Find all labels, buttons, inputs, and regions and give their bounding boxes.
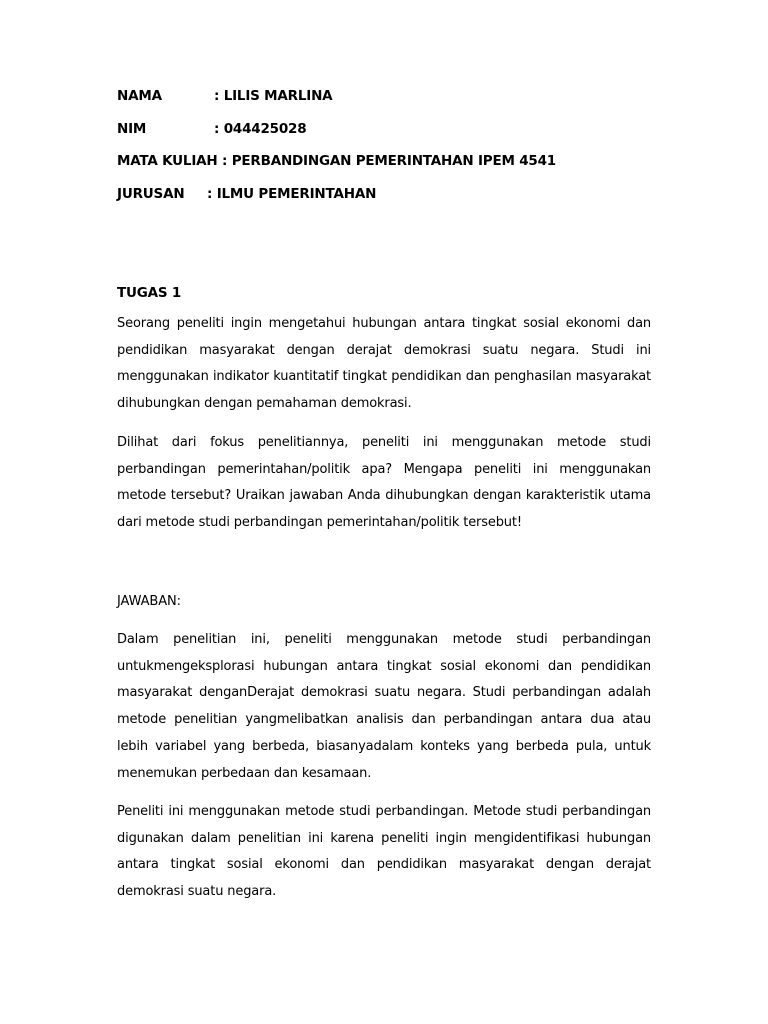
nama-value: : LILIS MARLINA (214, 88, 333, 104)
nim-value: : 044425028 (214, 121, 307, 137)
nama-label: NAMA (117, 88, 162, 104)
tugas-paragraph-1: Seorang peneliti ingin mengetahui hubungan antara tingkat sosial ekonomi dan pendidikan masyarakat dengan derajat demokrasi suatu negara. Studi ini menggunakan indikator kuantitatif tingkat pendidikan dan penghasilan masyarakat dihubungkan dengan pemahaman demokrasi. (117, 316, 651, 412)
tugas-heading: TUGAS 1 (117, 285, 182, 301)
nim-row (117, 121, 307, 137)
jawaban-paragraph-1: Dalam penelitian ini, peneliti menggunakan metode studi perbandingan untukmengeksplorasi hubungan antara tingkat sosial ekonomi dan pendidikan masyarakat denganDerajat demokrasi suatu negara. Studi perbandingan adalah metode penelitian yangmelibatkan analisis dan perbandingan antara dua atau lebih variabel yang berbeda, biasanyadalam konteks yang berbeda pula, untuk menemukan perbedaan dan kesamaan. (117, 632, 651, 781)
nama-row (117, 88, 333, 104)
jawaban-label: JAWABAN: (117, 594, 181, 609)
jurusan-label: JURUSAN (117, 186, 185, 202)
jawaban-paragraph-2: Peneliti ini menggunakan metode studi perbandingan. Metode studi perbandingan digunakan dalam penelitian ini karena peneliti ingin mengidentifikasi hubungan antara tingkat sosial ekonomi dan pendidikan masyarakat dengan derajat demokrasi suatu negara. (117, 804, 651, 900)
nim-label: NIM (117, 121, 147, 137)
jurusan-value: : ILMU PEMERINTAHAN (207, 186, 377, 202)
tugas-paragraph-2: Dilihat dari fokus penelitiannya, peneliti ini menggunakan metode studi perbandingan pemerintahan/politik apa? Mengapa peneliti ini menggunakan metode tersebut? Uraikan jawaban Anda dihubungkan dengan karakteristik utama dari metode studi perbandingan pemerintahan/politik tersebut! (117, 435, 651, 531)
matakuliah-row (117, 153, 556, 169)
jurusan-row (117, 186, 377, 202)
matakuliah-line: MATA KULIAH : PERBANDINGAN PEMERINTAHAN IPEM 4541 (117, 153, 556, 169)
